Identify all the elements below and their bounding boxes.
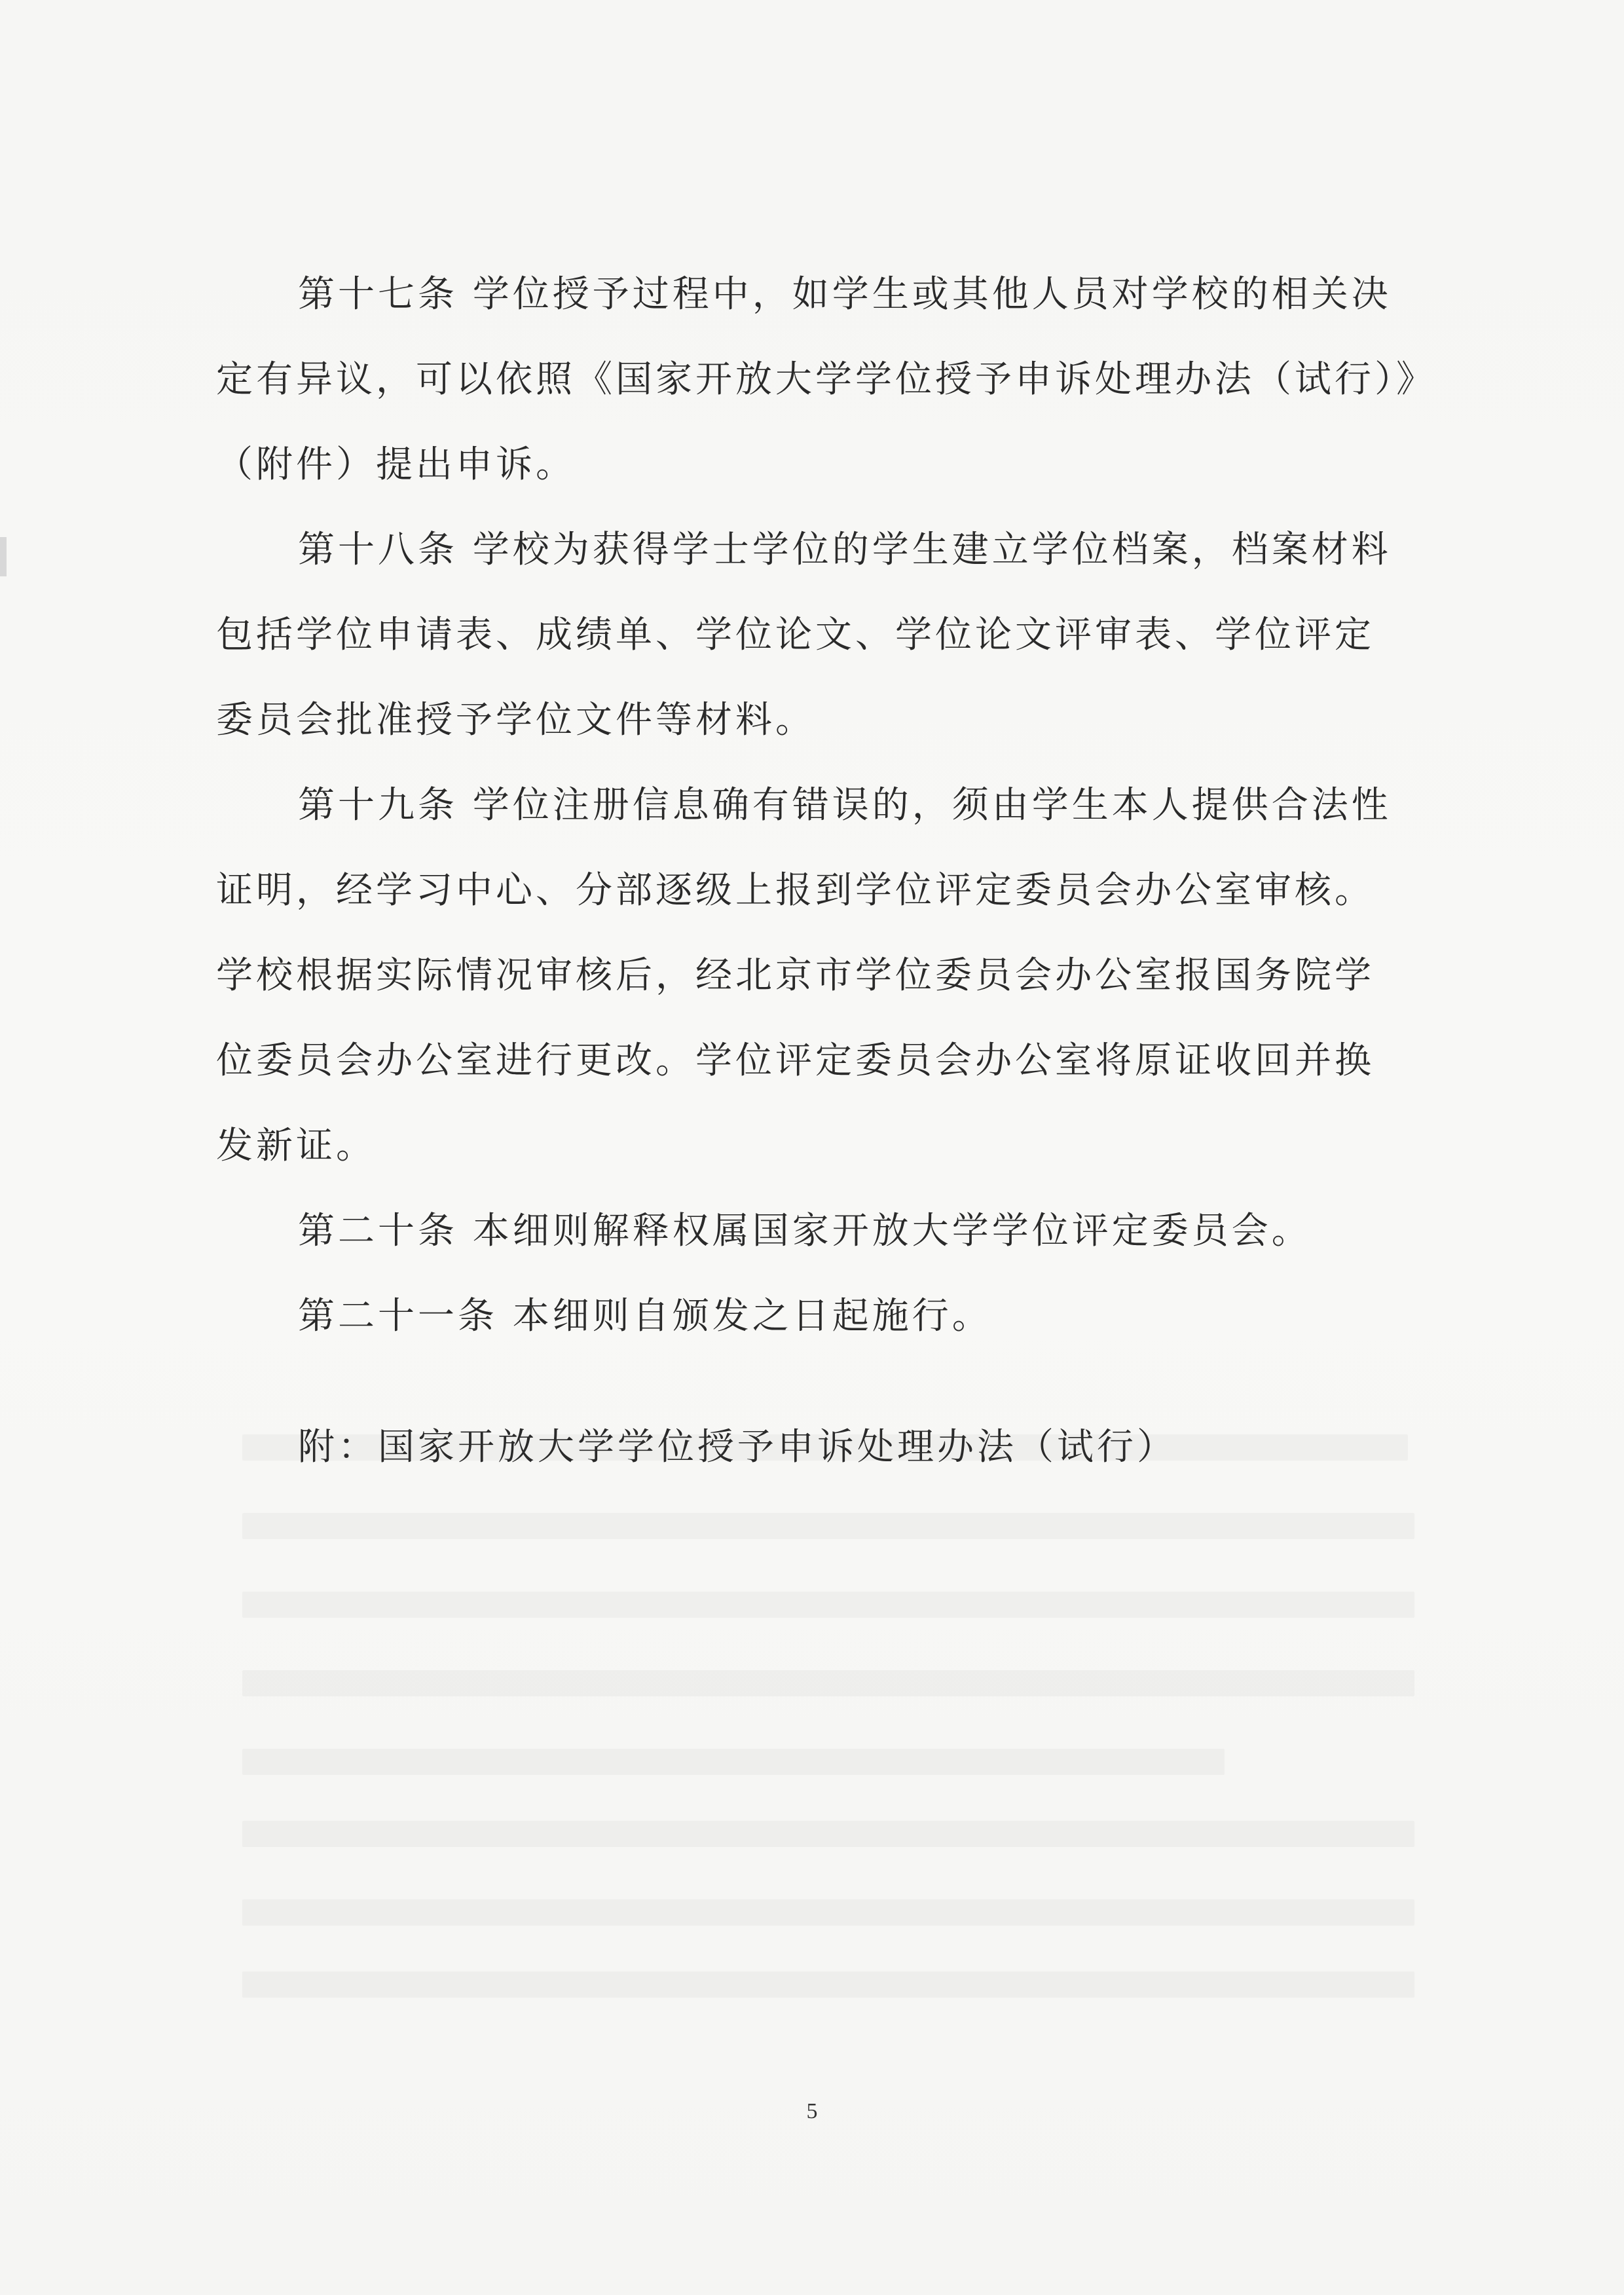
bleed-through [242, 1749, 1225, 1775]
text-line: 第十八条 学校为获得学士学位的学生建立学位档案，档案材料 [298, 529, 1392, 571]
article-19 [216, 763, 1414, 1189]
text-line: 第二十一条 本细则自颁发之日起施行。 [298, 1295, 992, 1337]
text-line: 位委员会办公室进行更改。学位评定委员会办公室将原证收回并换 [216, 1039, 1375, 1082]
bleed-through [242, 1899, 1414, 1926]
article-21 [216, 1274, 1414, 1359]
spacer [216, 1359, 1414, 1405]
bleed-through [242, 1513, 1414, 1539]
article-17 [216, 252, 1436, 508]
document-body [216, 252, 1436, 1490]
text-line: （附件）提出申诉。 [216, 443, 576, 486]
page-number: 5 [806, 2099, 818, 2123]
attachment-note: 附：国家开放大学学位授予申诉处理办法（试行） [298, 1426, 1177, 1468]
bleed-through [242, 1670, 1414, 1696]
bleed-through [242, 1592, 1414, 1618]
article-20 [216, 1189, 1414, 1274]
text-line: 第十七条 学位授予过程中，如学生或其他人员对学校的相关决 [298, 273, 1392, 316]
text-line: 第十九条 学位注册信息确有错误的，须由学生本人提供合法性 [298, 784, 1392, 827]
text-line: 委员会批准授予学位文件等材料。 [216, 699, 815, 741]
article-18 [216, 508, 1414, 763]
text-line: 第二十条 本细则解释权属国家开放大学学位评定委员会。 [298, 1210, 1312, 1252]
text-line: 包括学位申请表、成绩单、学位论文、学位论文评审表、学位评定 [216, 614, 1375, 656]
text-line: 发新证。 [216, 1125, 376, 1167]
scan-edge-mark [0, 537, 7, 576]
text-line: 学校根据实际情况审核后，经北京市学位委员会办公室报国务院学 [216, 954, 1375, 997]
bleed-through [242, 1821, 1414, 1847]
bleed-through [242, 1971, 1414, 1998]
text-line: 定有异议，可以依照《国家开放大学学位授予申诉处理办法（试行）》 [216, 358, 1436, 401]
text-line: 证明，经学习中心、分部逐级上报到学位评定委员会办公室审核。 [216, 869, 1375, 912]
